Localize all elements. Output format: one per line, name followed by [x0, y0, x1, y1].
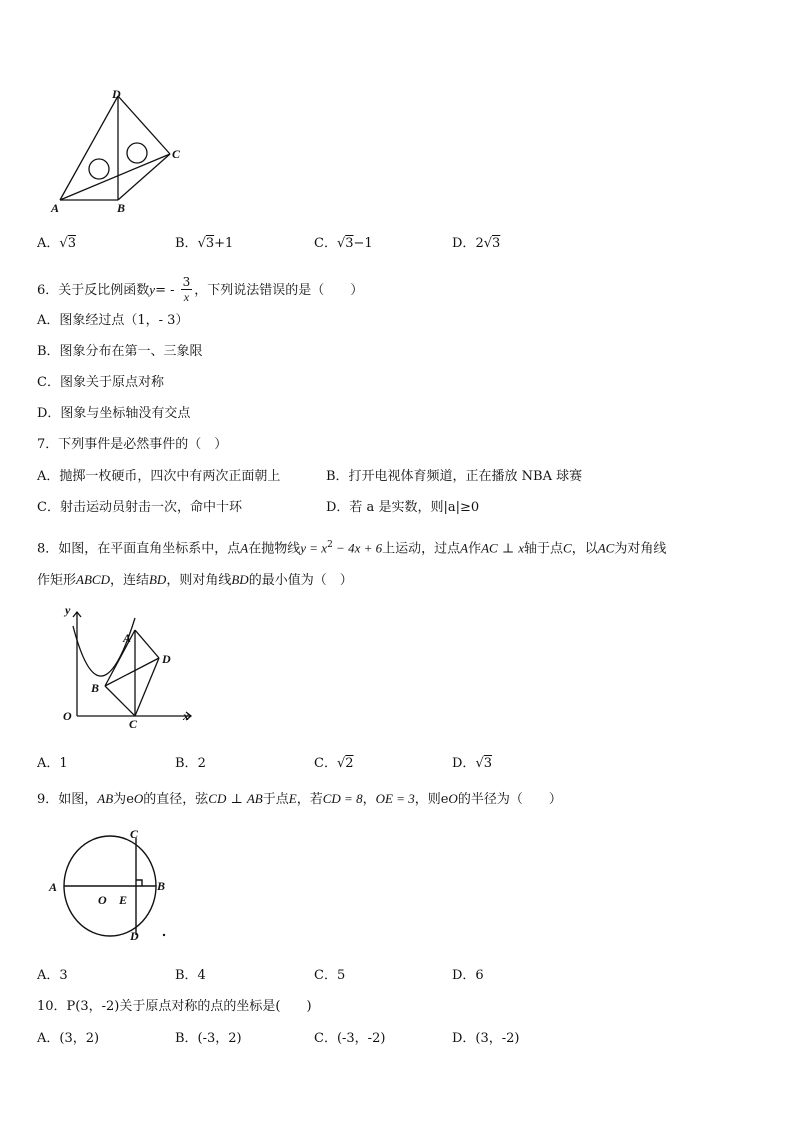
q9-option-b: B．4 [175, 968, 206, 983]
q5-circle-left [89, 159, 109, 179]
q10-stem: 10．P(3，-2)关于原点对称的点的坐标是( ) [37, 999, 312, 1014]
q8-label-a: A [123, 631, 132, 645]
q9-option-a: A．3 [37, 968, 68, 983]
q9-stem: 9．如图，AB为eO的直径，弦CD ⊥ AB于点E，若CD = 8，OE = 3，则eO的半径为（ ） [37, 791, 562, 807]
q8-option-b: B．2 [175, 756, 206, 771]
q8-label-b: B [91, 681, 100, 695]
q6-option-b: B．图象分布在第一、三象限 [37, 344, 203, 359]
q8-option-c: C．√2 [314, 756, 354, 771]
q9-label-e: E [119, 893, 128, 907]
q9-label-d: D [130, 929, 139, 943]
q7-option-b: B．打开电视体育频道，正在播放 NBA 球赛 [326, 469, 583, 484]
q8-figure [55, 600, 205, 730]
q9-label-b: B [157, 879, 166, 893]
q5-line-ac [60, 154, 170, 200]
q7-option-d: D．若 a 是实数，则|a|≥0 [326, 500, 480, 515]
q5-label-c: C [172, 147, 181, 161]
q10-option-c: C．(-3，-2) [314, 1031, 386, 1046]
q9-label-o: O [98, 893, 107, 907]
q7-stem: 7．下列事件是必然事件的（ ） [37, 437, 228, 452]
q8-option-d: D．√3 [452, 756, 493, 771]
q8-label-o: O [63, 709, 72, 723]
q5-label-a: A [51, 201, 60, 215]
q5-option-a: A．√3 [37, 236, 76, 251]
q8-stem-line1: 8．如图，在平面直角坐标系中，点A在抛物线$y = x^2 - 4x + 6$上运动，过点A作AC ⊥ x轴于点C，以AC为对角线 [37, 540, 667, 557]
q8-label-y: y [65, 603, 71, 617]
q7-option-c: C．射击运动员射击一次，命中十环 [37, 500, 242, 515]
q8-label-c: C [129, 717, 138, 730]
q9-option-c: C．5 [314, 968, 346, 983]
q9-label-c: C [130, 827, 139, 841]
q5-line-da [60, 96, 118, 200]
q5-label-b: B [117, 201, 126, 215]
q5-option-c: C．√3−1 [314, 236, 373, 251]
q5-option-b: B．√3+1 [175, 236, 234, 251]
q8-label-x: x [183, 709, 189, 723]
q6-stem: 6．关于反比例函数y= - $\frac{3}{x}$ ，下列说法错误的是（ ） [37, 275, 364, 304]
q6-option-a: A．图象经过点（1，- 3） [37, 313, 189, 328]
q5-option-d: D．2√3 [452, 236, 501, 251]
q5-figure [40, 86, 200, 216]
q10-option-a: A．(3，2) [37, 1031, 100, 1046]
q5-label-d: D [112, 87, 121, 101]
q8-line-dc [135, 658, 159, 716]
q8-line-ad [135, 630, 159, 658]
q9-label-a: A [49, 880, 58, 894]
q9-figure [40, 822, 180, 947]
q8-line-bc [105, 686, 135, 716]
q7-option-a: A．抛掷一枚硬币，四次中有两次正面朝上 [37, 469, 281, 484]
q9-right-angle-mark [136, 880, 142, 886]
q5-circle-right [127, 143, 147, 163]
q8-option-a: A．1 [37, 756, 68, 771]
q8-label-d: D [162, 652, 171, 666]
q8-stem-line2: 作矩形ABCD，连结BD，则对角线BD的最小值为（ ） [37, 572, 353, 588]
q9-option-d: D．6 [452, 968, 484, 983]
q9-dot [163, 934, 165, 936]
q6-option-c: C．图象关于原点对称 [37, 375, 164, 390]
q10-option-d: D．(3，-2) [452, 1031, 520, 1046]
q10-option-b: B．(-3，2) [175, 1031, 242, 1046]
q6-option-d: D．图象与坐标轴没有交点 [37, 406, 191, 421]
